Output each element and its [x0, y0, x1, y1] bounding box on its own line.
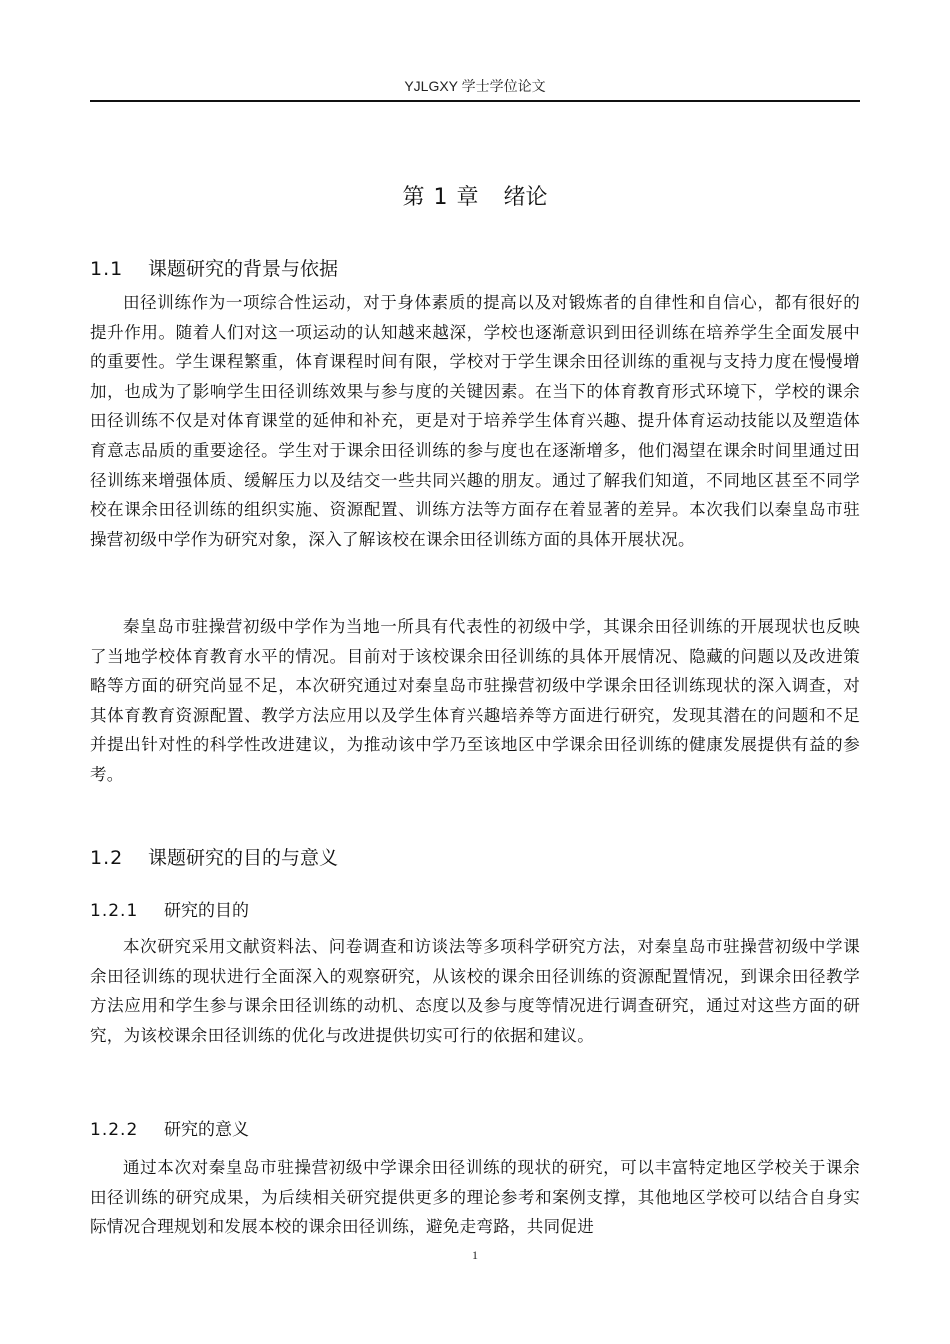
subsection-number: 1.2.2 — [90, 1120, 139, 1140]
chapter-number: 第 1 章 — [402, 185, 480, 210]
section-number: 1.1 — [90, 258, 124, 280]
paragraph-1-2-1: 本次研究采用文献资料法、问卷调查和访谈法等多项科学研究方法，对秦皇岛市驻操营初级中学课余田径训练的现状进行全面深入的观察研究，从该校的课余田径训练的资源配置情况，到课余田径教学方法应用和学生参与课余田径训练的动机、态度以及参与度等情况进行调查研究，通过对这些方面的研究，为该校课余田径训练的优化与改进提供切实可行的依据和建议。 — [90, 937, 860, 1045]
header-rule — [90, 100, 860, 102]
section-title: 课题研究的背景与依据 — [148, 258, 339, 280]
section-title: 课题研究的目的与意义 — [148, 847, 339, 869]
subsection-number: 1.2.1 — [90, 901, 139, 921]
paragraph-1-1-a: 田径训练作为一项综合性运动，对于身体素质的提高以及对锻炼者的自律性和自信心，都有很好的提升作用。随着人们对这一项运动的认知越来越深，学校也逐渐意识到田径训练在培养学生全面发展中的重要性。学生课程繁重，体育课程时间有限，学校对于学生课余田径训练的重视与支持力度在慢慢增加，也成为了影响学生田径训练效果与参与度的关键因素。在当下的体育教育形式环境下，学校的课余田径训练不仅是对体育课堂的延伸和补充，更是对于培养学生体育兴趣、提升体育运动技能以及塑造体育意志品质的重要途径。学生对于课余田径训练的参与度也在逐渐增多，他们渴望在课余时间里通过田径训练来增强体质、缓解压力以及结交一些共同兴趣的朋友。通过了解我们知道，不同地区甚至不同学校在课余田径训练的组织实施、资源配置、训练方法等方面存在着显著的差异。本次我们以秦皇岛市驻操营初级中学作为研究对象，深入了解该校在课余田径训练方面的具体开展状况。 — [90, 293, 860, 549]
subsection-heading-1-2-2 — [90, 1115, 249, 1140]
subsection-title: 研究的目的 — [164, 901, 249, 921]
section-heading-1-1 — [90, 254, 338, 281]
paragraph-1-2-2: 通过本次对秦皇岛市驻操营初级中学课余田径训练的现状的研究，可以丰富特定地区学校关于课余田径训练的研究成果，为后续相关研究提供更多的理论参考和案例支撑，其他地区学校可以结合自身实际情况合理规划和发展本校的课余田径训练，避免走弯路，共同促进 — [90, 1158, 860, 1237]
running-header: YJLGXY 学士学位论文 — [404, 78, 546, 94]
chapter-title — [90, 180, 860, 211]
page-number: 1 — [472, 1248, 478, 1262]
section-number: 1.2 — [90, 847, 124, 869]
subsection-heading-1-2-1 — [90, 896, 249, 921]
subsection-title: 研究的意义 — [164, 1120, 249, 1140]
chapter-name: 绪论 — [503, 185, 548, 210]
section-heading-1-2 — [90, 843, 338, 870]
paragraph-1-1-b: 秦皇岛市驻操营初级中学作为当地一所具有代表性的初级中学，其课余田径训练的开展现状也反映了当地学校体育教育水平的情况。目前对于该校课余田径训练的具体开展情况、隐藏的问题以及改进策略等方面的研究尚显不足，本次研究通过对秦皇岛市驻操营初级中学课余田径训练现状的深入调查，对其体育教育资源配置、教学方法应用以及学生体育兴趣培养等方面进行研究，发现其潜在的问题和不足并提出针对性的科学性改进建议，为推动该中学乃至该地区中学课余田径训练的健康发展提供有益的参考。 — [90, 617, 860, 784]
